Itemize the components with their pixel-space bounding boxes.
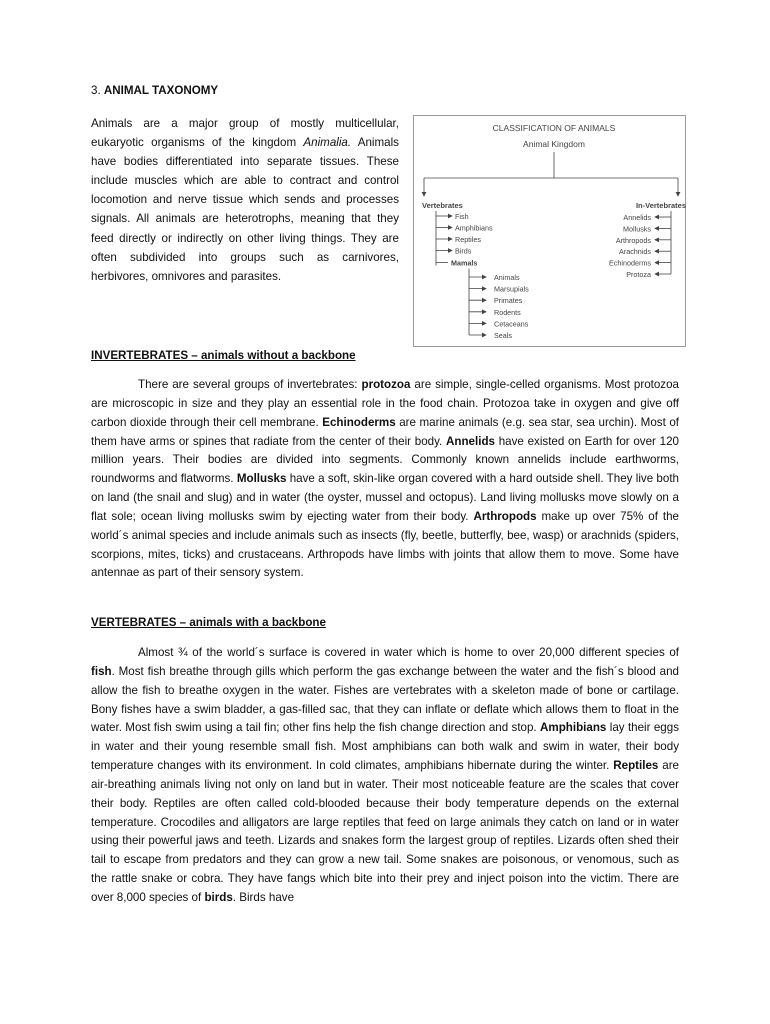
diagram-root: Animal Kingdom xyxy=(523,139,585,149)
heading-number: 3. xyxy=(91,84,101,97)
paragraph-text: have a soft, skin-like organ covered with a hard outside shell. They live both on land (the snail and slug) and in water (the oyster, mussel and octopus). Land living mollusks move slowly on a flat sole; ocean living mollusks swim by ejecting water from their body. xyxy=(91,472,679,523)
invertebrates-paragraph xyxy=(91,376,679,583)
heading-title: ANIMAL TAXONOMY xyxy=(103,84,219,97)
mammal-item: Primates xyxy=(494,296,523,306)
paragraph-text: are marine animals (e.g. sea star, sea urchin). Most of them have arms or spines that radiate from the center of their body. xyxy=(91,415,679,448)
paragraph-text: Almost ¾ of the world´s surface is covered in water which is home to over 20,000 different species of xyxy=(138,646,679,659)
vertebrates-paragraph xyxy=(91,644,679,908)
mammal-item: Cetaceans xyxy=(494,319,529,329)
bold-term: Annelids xyxy=(446,434,495,448)
paragraph-text: are simple, single-celled organisms. Most protozoa are microscopic in size and they play an essential role in the food chain. Protozoa take in oxygen and give off carbon dioxide through their cell membrane. xyxy=(91,378,679,429)
left-group-label: Vertebrates xyxy=(422,201,463,210)
paragraph-text: make up over 75% of the world´s animal species and include animals such as insects (fly, beetle, butterfly, bee, wasp) or arachnids (spiders, scorpions, mites, ticks) and crustaceans. Arthropods have limbs with joints that allow them to move. Some have antennae as part of their sensory system. xyxy=(91,509,679,580)
mammal-item: Rodents xyxy=(494,307,521,317)
intro-italic: Animalia. xyxy=(303,136,352,150)
paragraph-text: are air-breathing animals living not only on land but in water. Their most noticeable feature are the scales that cover their body. Reptiles are often called cold-blooded because their body temperature depends on the external temperature. Crocodiles and alligators are large reptiles that feed on large animals they catch on land or in water using their powerful jaws and teeth. Lizards and snakes form the largest group of reptiles. Lizards often shed their tail to escape from predators and they can grow a new tail. Some snakes are poisonous, or venomous, such as the rattle snake or cobra. They have fangs which bite into their prey and inject poison into the victim. There are over 8,000 species of xyxy=(91,759,680,904)
invertebrate-item: Protoza xyxy=(626,270,651,279)
diagram-title: CLASSIFICATION OF ANIMALS xyxy=(492,123,616,133)
bold-term: Reptiles xyxy=(613,759,659,773)
invertebrate-item: Arthropods xyxy=(615,235,651,245)
vertebrates-title: VERTEBRATES – animals with a backbone xyxy=(91,616,326,629)
paragraph-text: There are several groups of invertebrates: xyxy=(138,378,362,391)
paragraph-text: . Birds have xyxy=(232,890,295,904)
intro-text-a: Animals are a major group of mostly multicellular, eukaryotic organisms of the kingdom xyxy=(91,117,399,150)
paragraph-text: . Most fish breathe through gills which perform the gas exchange between the water and the fish´s blood and allow the fish to breathe oxygen in the water. Fishes are vertebrates with a skeleton made of bone or cartilage. Bony fishes have a swim bladder, a gas-filled sac, that they can inflate or deflate which allows them to float in the water. Most fish swim using a tail fin; other fins help the fish change direction and stop. xyxy=(91,664,679,735)
bold-term: Echinoderms xyxy=(322,415,396,429)
classification-diagram xyxy=(413,115,686,347)
vertebrate-item: Amphibians xyxy=(455,223,493,233)
paragraph-text: have existed on Earth for over 120 million years. Their bodies are divided into segments. Commonly known annelids include earthworms, roundworms and flatworms. xyxy=(91,434,679,486)
mammal-branch xyxy=(469,269,529,341)
mammal-item: Marsupials xyxy=(494,284,529,294)
section-heading xyxy=(91,84,218,97)
classification-tree xyxy=(414,116,687,348)
bold-term: protozoa xyxy=(361,378,411,391)
intro-paragraph xyxy=(91,114,399,286)
invertebrate-item: Mollusks xyxy=(623,224,651,234)
vertebrate-item: Fish xyxy=(455,212,469,221)
paragraph-text: lay their eggs in water and their young resemble small fish. Most amphibians can both walk and swim in water, their body temperature changes with its environment. In cold climates, amphibians hibernate during the winter. xyxy=(91,721,679,773)
bold-term: Arthropods xyxy=(473,509,537,523)
invertebrate-item: Annelids xyxy=(623,213,651,222)
vertebrate-item: Birds xyxy=(455,246,472,256)
invertebrate-item: Echinoderms xyxy=(609,258,651,268)
intro-text-b: Animals have bodies differentiated into separate tissues. These include muscles which are able to contract and control locomotion and nerve tissue which sends and processes signals. All animals are heterotrophs, meaning that they feed directly or indirectly on other living things. They are often subdivided into groups such as carnivores, herbivores, omnivores and parasites. xyxy=(91,136,399,283)
vertebrate-branch xyxy=(436,211,493,268)
bold-term: Amphibians xyxy=(540,721,607,735)
bold-term: birds xyxy=(204,890,233,904)
invertebrates-title: INVERTEBRATES – animals without a backbone xyxy=(91,349,356,362)
mammal-item: Seals xyxy=(494,331,512,340)
bold-term: fish xyxy=(91,664,112,678)
bold-term: Mollusks xyxy=(236,472,287,486)
mammals-label: Mamals xyxy=(451,258,478,268)
right-group-label: In-Vertebrates xyxy=(635,201,686,210)
invertebrate-item: Arachnids xyxy=(619,247,651,257)
invertebrate-branch xyxy=(609,211,671,279)
mammal-item: Animals xyxy=(494,273,520,282)
vertebrate-item: Reptiles xyxy=(455,235,481,244)
